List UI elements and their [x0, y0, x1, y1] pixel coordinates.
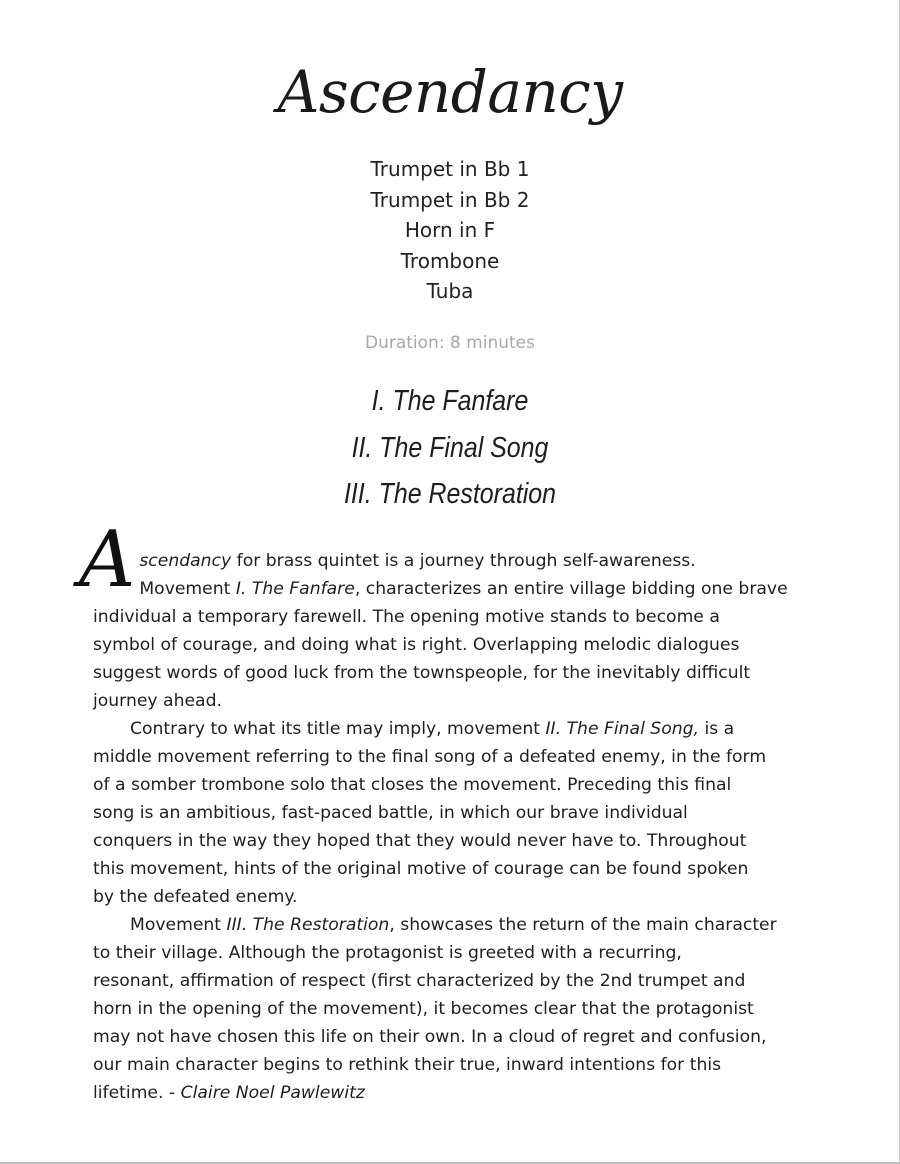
- movement-name-italic: III. The Restoration: [226, 915, 390, 935]
- instrument-item: Trombone: [400, 248, 500, 273]
- text-line: by the defeated enemy.: [93, 887, 298, 907]
- program-notes-paragraph-1: [79, 515, 833, 715]
- text-span: for brass quintet is a journey through self-awareness.: [231, 551, 696, 571]
- text-span: lifetime. -: [93, 1083, 181, 1103]
- text-line: individual a temporary farewell. The opening motive stands to become a: [93, 607, 720, 627]
- piece-name-italic: scendancy: [139, 551, 232, 571]
- movement-name-italic: II. The Final Song,: [545, 719, 699, 739]
- text-span: Movement: [130, 915, 227, 935]
- text-line: [93, 547, 833, 575]
- text-span: is a: [699, 719, 735, 739]
- text-line: conquers in the way they hoped that they would never have to. Throughout: [93, 831, 747, 851]
- text-line: [93, 575, 833, 603]
- text-span: , characterizes an entire village bidding one brave: [354, 579, 788, 599]
- instrument-item: Trumpet in Bb 2: [370, 187, 530, 212]
- instrument-item: Horn in F: [404, 218, 496, 242]
- text-line: middle movement referring to the final song of a defeated enemy, in the form: [93, 747, 767, 767]
- instrument-item: Tuba: [426, 279, 474, 303]
- text-line: this movement, hints of the original motive of courage can be found spoken: [93, 859, 749, 879]
- program-notes-paragraph-3: [93, 911, 833, 1107]
- piece-title: Ascendancy: [277, 58, 623, 126]
- text-span: , showcases the return of the main character: [389, 915, 777, 935]
- movement-list: [63, 378, 837, 518]
- text-line: suggest words of good luck from the townspeople, for the inevitably difficult: [93, 663, 751, 683]
- text-line: to their village. Although the protagonist is greeted with a recurring,: [93, 943, 682, 963]
- movement-title: I. The Fanfare: [371, 385, 529, 417]
- program-notes-paragraph-2: [93, 715, 833, 911]
- instrument-list: [0, 154, 900, 307]
- drop-cap: A: [79, 515, 136, 605]
- text-line: symbol of courage, and doing what is right. Overlapping melodic dialogues: [93, 635, 740, 655]
- text-line: [93, 715, 833, 743]
- text-line: [93, 1079, 833, 1107]
- movement-title: III. The Restoration: [343, 478, 557, 510]
- text-line: song is an ambitious, fast-paced battle, in which our brave individual: [93, 803, 688, 823]
- program-notes: [79, 515, 833, 1107]
- movement-title: II. The Final Song: [351, 431, 549, 464]
- text-line: of a somber trombone solo that closes the movement. Preceding this final: [93, 775, 732, 795]
- text-line: [93, 911, 833, 939]
- text-line: resonant, affirmation of respect (first characterized by the 2nd trumpet and: [93, 971, 746, 991]
- duration-text: Duration: 8 minutes: [365, 333, 535, 353]
- text-span: Contrary to what its title may imply, movement: [130, 719, 546, 739]
- text-line: our main character begins to rethink their true, inward intentions for this: [93, 1055, 722, 1075]
- movement-name-italic: I. The Fanfare: [235, 579, 355, 599]
- text-span: Movement: [139, 579, 236, 599]
- author-signature: Claire Noel Pawlewitz: [180, 1083, 365, 1103]
- text-line: horn in the opening of the movement), it becomes clear that the protagonist: [93, 999, 754, 1019]
- instrument-item: Trumpet in Bb 1: [370, 157, 530, 181]
- text-line: may not have chosen this life on their own. In a cloud of regret and confusion,: [93, 1027, 767, 1047]
- text-line: journey ahead.: [93, 691, 222, 711]
